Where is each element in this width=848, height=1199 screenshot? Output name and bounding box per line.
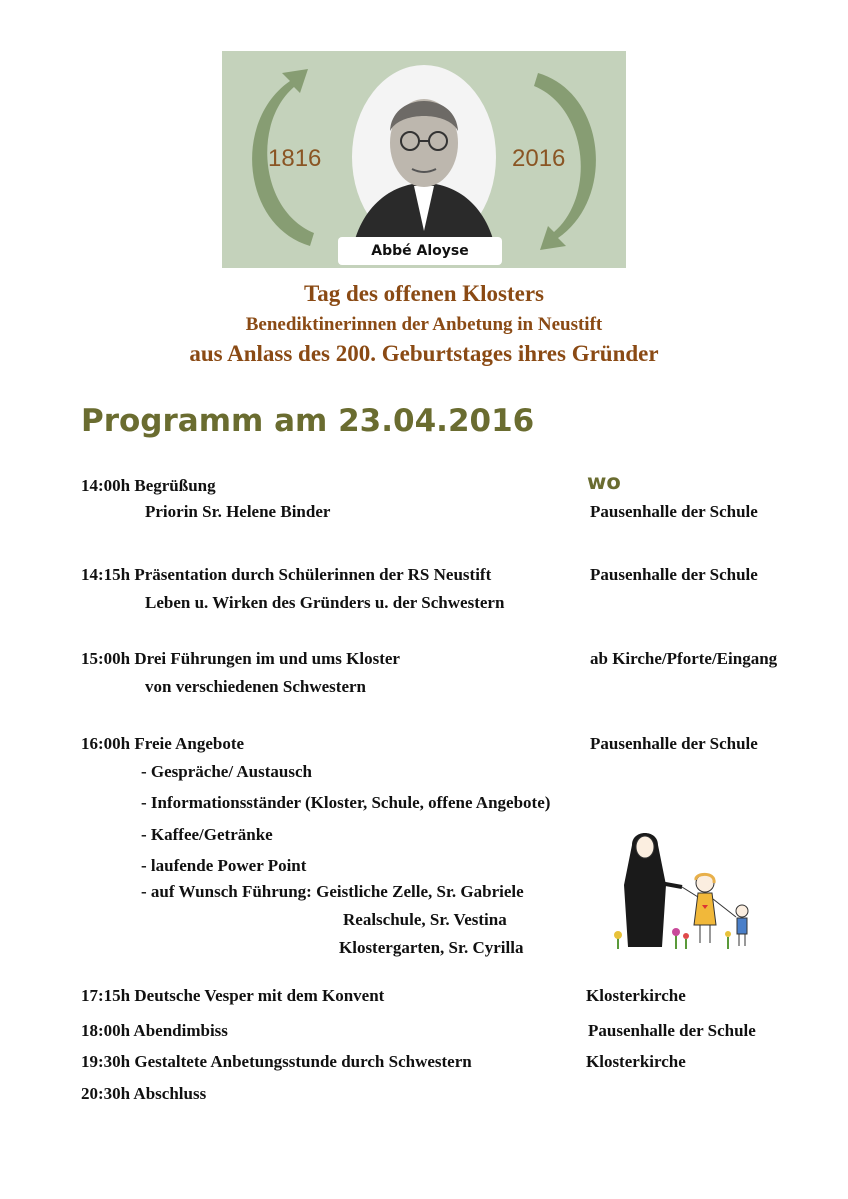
nun-with-children-illustration <box>610 825 760 953</box>
schedule-detail: von verschiedenen Schwestern <box>145 677 366 696</box>
offer-subitem: Klostergarten, Sr. Cyrilla <box>339 938 524 957</box>
offer-item: - Gespräche/ Austausch <box>141 762 312 781</box>
schedule-location: Pausenhalle der Schule <box>588 1021 756 1040</box>
offer-subitem: Realschule, Sr. Vestina <box>343 910 507 929</box>
schedule-location: Pausenhalle der Schule <box>590 565 758 584</box>
schedule-item-1400: 14:00h Begrüßung <box>81 476 216 495</box>
offer-item: - Kaffee/Getränke <box>141 825 273 844</box>
schedule-location: Klosterkirche <box>586 986 686 1005</box>
schedule-item-1500: 15:00h Drei Führungen im und ums Kloster <box>81 649 400 668</box>
event-subtitle: Benediktinerinnen der Anbetung in Neustift <box>245 314 603 335</box>
schedule-detail: Leben u. Wirken des Gründers u. der Schwestern <box>145 593 505 612</box>
schedule-item-1415: 14:15h Präsentation durch Schülerinnen der RS Neustift <box>81 565 492 584</box>
schedule-location: Pausenhalle der Schule <box>590 734 758 753</box>
offer-item: - auf Wunsch Führung: Geistliche Zelle, Sr. Gabriele <box>141 882 524 901</box>
offer-item: - laufende Power Point <box>141 856 307 875</box>
event-occasion: aus Anlass des 200. Geburtstages ihres Gründer <box>189 341 659 366</box>
year-end: 2016 <box>512 145 566 172</box>
schedule-item-2030: 20:30h Abschluss <box>81 1084 207 1103</box>
year-start: 1816 <box>268 145 322 172</box>
schedule-item-1600: 16:00h Freie Angebote <box>81 734 245 753</box>
schedule-location: ab Kirche/Pforte/Eingang <box>590 649 778 668</box>
header-banner <box>222 51 626 268</box>
schedule-item-1930: 19:30h Gestaltete Anbetungsstunde durch Schwestern <box>81 1052 472 1071</box>
schedule-location: Pausenhalle der Schule <box>590 502 758 521</box>
schedule-item-1715: 17:15h Deutsche Vesper mit dem Konvent <box>81 986 385 1005</box>
location-column-header: wo <box>587 470 621 494</box>
portrait-caption: Abbé Aloyse <box>338 237 502 265</box>
event-title: Tag des offenen Klosters <box>303 281 544 306</box>
offer-item: - Informationsständer (Kloster, Schule, offene Angebote) <box>141 793 551 812</box>
schedule-item-1800: 18:00h Abendimbiss <box>81 1021 228 1040</box>
program-heading: Programm am 23.04.2016 <box>81 403 535 439</box>
schedule-detail: Priorin Sr. Helene Binder <box>145 502 331 521</box>
schedule-location: Klosterkirche <box>586 1052 686 1071</box>
